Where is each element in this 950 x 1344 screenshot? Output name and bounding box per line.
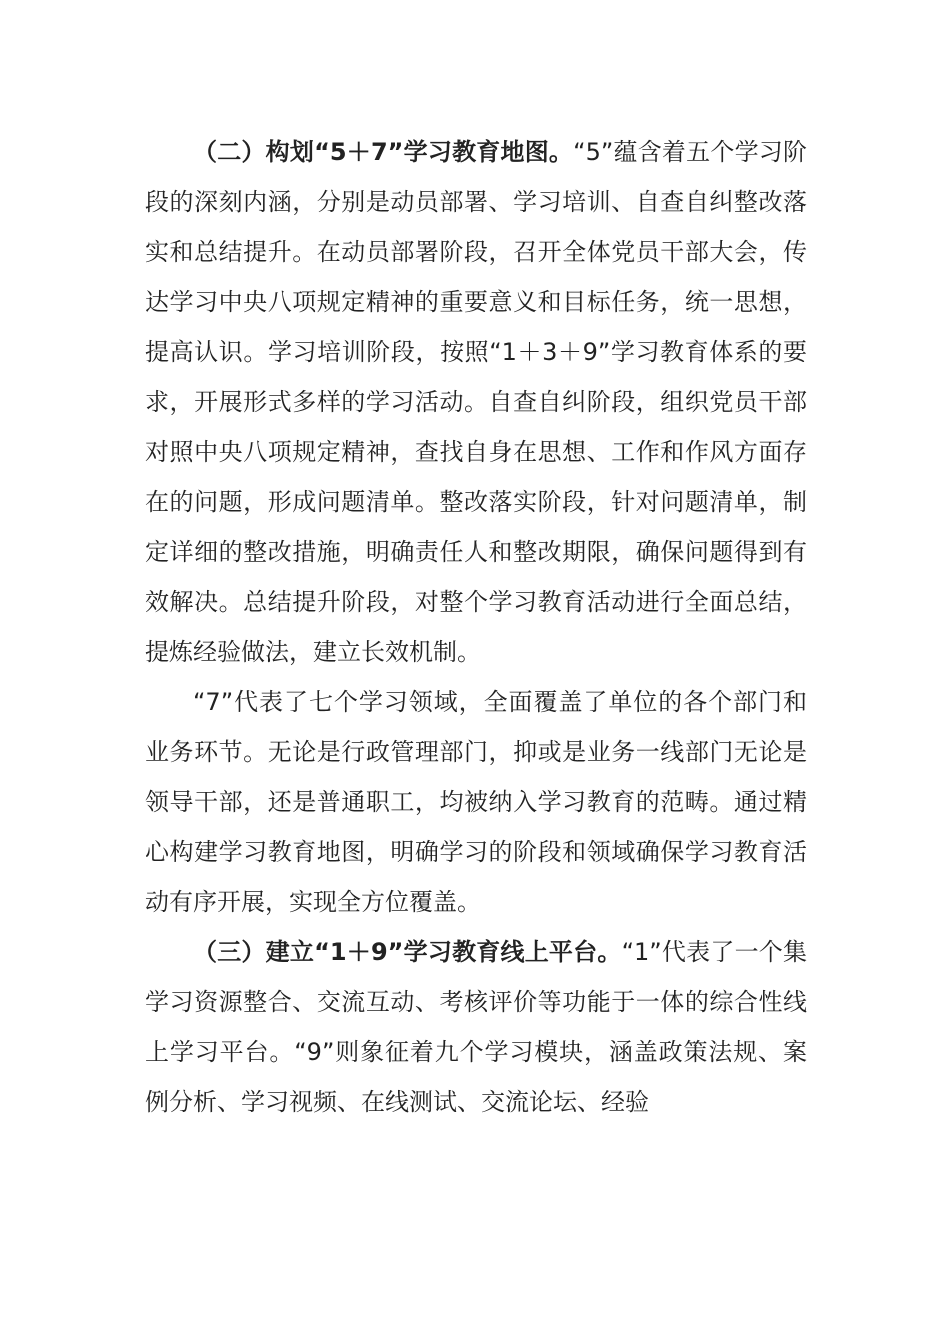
paragraph-text: “5”蕴含着五个学习阶段的深刻内涵，分别是动员部署、学习培训、自查自纠整改落实和总结提升。在动员部署阶段，召开全体党员干部大会，传达学习中央八项规定精神的重要意义和目标任务，统一思想，提高认识。学习培训阶段，按照“1＋3＋9”学习教育体系的要求，开展形式多样的学习活动。自查自纠阶段，组织党员干部对照中央八项规定精神，查找自身在思想、工作和作风方面存在的问题，形成问题清单。整改落实阶段，针对问题清单，制定详细的整改措施，明确责任人和整改期限，确保问题得到有效解决。总结提升阶段，对整个学习教育活动进行全面总结，提炼经验做法，建立长效机制。 xyxy=(145,138,807,666)
paragraph-section-three xyxy=(145,927,807,1127)
section-heading-three: （三）建立“1＋9”学习教育线上平台。 xyxy=(193,938,622,966)
paragraph-seven-domains xyxy=(145,677,807,927)
paragraph-section-two xyxy=(145,127,807,677)
paragraph-text: “1”代表了一个集学习资源整合、交流互动、考核评价等功能于一体的综合性线上学习平台。“9”则象征着九个学习模块，涵盖政策法规、案例分析、学习视频、在线测试、交流论坛、经验 xyxy=(145,938,807,1116)
section-heading-two: （二）构划“5＋7”学习教育地图。 xyxy=(193,138,574,166)
document-body xyxy=(145,127,807,1127)
paragraph-text: “7”代表了七个学习领域，全面覆盖了单位的各个部门和业务环节。无论是行政管理部门，抑或是业务一线部门无论是领导干部，还是普通职工，均被纳入学习教育的范畴。通过精心构建学习教育地图，明确学习的阶段和领域确保学习教育活动有序开展，实现全方位覆盖。 xyxy=(145,688,807,916)
